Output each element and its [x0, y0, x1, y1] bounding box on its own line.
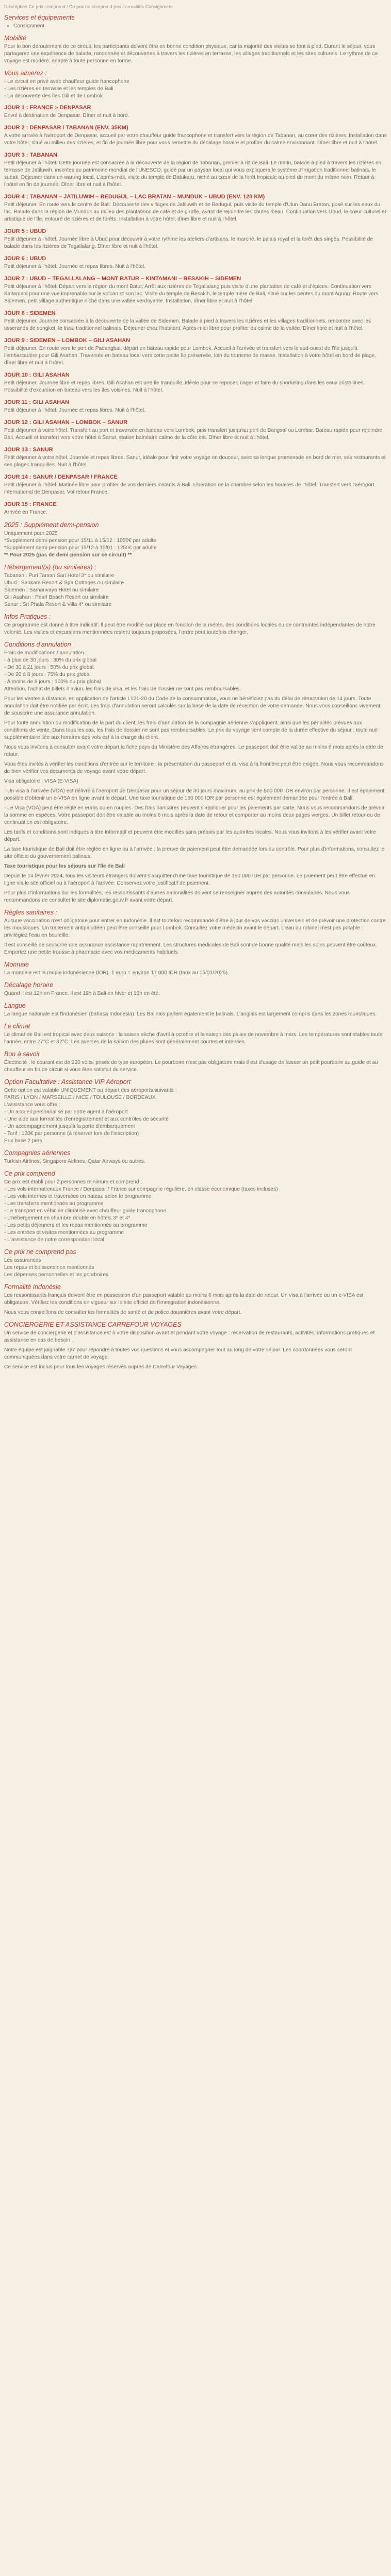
list-item: L'assistance vous offre : [4, 1102, 60, 1108]
breadcrumb-text[interactable]: Description Ce prix comprend / Ce prix ne comprend pas Formalités Consignment [4, 4, 173, 9]
list-item: • Consignment [13, 23, 387, 30]
formalites-text: Pour plus d'informations sur les formalités, les ressortissants d'autres nationalités doivent se renseigner auprès des autorités consulaires. Nous vous recommandons de consulter le site diplomatie.gouv.fr avant votre départ. [4, 890, 350, 903]
info-section [4, 613, 387, 636]
list-item: Prix base 2 pers [4, 1138, 42, 1144]
conciergerie-heading: CONCIERGERIE ET ASSISTANCE CARREFOUR VOYAGES [4, 1321, 182, 1328]
list-item: Uniquement pour 2025 [4, 531, 58, 536]
mobile-section [4, 34, 387, 65]
day-title: JOUR 7 : UBUD – TEGALLALANG – MONT BATUR – KINTAMANI – BESAKIH – SIDEMEN [4, 276, 241, 282]
langue-section [4, 1002, 387, 1018]
day-text: Petit déjeuner. Journée libre et repas libres. Gili Asahan est une île tranquille, idéale pour se reposer, nager et faire du snorkeling dans les eaux cristallines. Possibilité d'excursion en bateau vers les îles voisines. Nuit à l'hôtel. [4, 380, 365, 393]
list-item: - Les entrées et visites mentionnées au programme [4, 1230, 124, 1235]
comprend-heading: Ce prix comprend [4, 1170, 55, 1177]
formalites2-text: Les ressortissants français doivent être en possession d'un passeport valable au moins 6 mois après la date de retour. Un visa à l'arrivée ou un e-VISA est obligatoire. Vérifiez les conditions en vigueur sur le site officiel de l'immigration indonésienne. [4, 1293, 364, 1306]
list-item: - De 30 à 21 jours : 50% du prix global [4, 665, 94, 670]
bon-section [4, 1050, 387, 1074]
itinerary-day [4, 124, 387, 147]
day-title: JOUR 13 : SANUR [4, 447, 53, 453]
itinerary-day [4, 255, 387, 270]
itinerary-day [4, 419, 387, 442]
notcomprend-section [4, 1248, 387, 1279]
day-title: JOUR 6 : UBUD [4, 256, 46, 262]
dates-section [4, 521, 387, 559]
mobile-text: Pour le bon déroulement de ce circuit, les participants doivent être en bonne condition physique, car la majorité des visites se font à pied. Durant le séjour, vous partagerez une expérience de balade, randonnée et découvertes à travers les rizières en terrasse, les villages traditionnels et les sites culturels. Le rythme de ce voyage est modéré, adapté à toute personne en forme. [4, 44, 378, 64]
list-item: Ce prix est établi pour 2 personnes minimum et comprend : [4, 1179, 142, 1185]
list-item: - Un accueil personnalisé par notre agent à l'aéroport [4, 1109, 128, 1115]
compagnies-section [4, 1149, 387, 1165]
notcomprend-heading: Ce prix ne comprend pas [4, 1248, 76, 1256]
hotels-heading: Hébergement(s) (ou similaires) : [4, 564, 96, 571]
comprend-section [4, 1170, 387, 1244]
formalites2-heading: Formalité Indonésie [4, 1283, 61, 1291]
list-item: - Tarif : 120€ par personne (à réserver lors de l'inscription) [4, 1131, 139, 1137]
itinerary-day [4, 275, 387, 305]
day-title: JOUR 9 : SIDEMEN – LOMBOK – GILI ASAHAN [4, 337, 131, 344]
conditions-section [4, 640, 387, 904]
list-item: - à plus de 30 jours : 30% du prix global [4, 657, 96, 663]
list-item: Tabanan : Puri Taman Sari Hotel 3* ou similaire [4, 573, 115, 579]
conditions-text: Vous êtes invités à vérifier les conditions d'entrée sur le territoire ; la présentation du passeport et du visa à la frontière peut être exigée. Nous vous recommandons de bien vérifier vos documents de voyage avant votre départ. [4, 761, 384, 774]
formalites2-section [4, 1283, 387, 1316]
conciergerie-section [4, 1320, 387, 1371]
day-text: Petit déjeuner à l'hôtel. Cette journée est consacrée à la découverte de la région de Tabanan, grenier à riz de Bali. Le matin, balade à pied à travers les rizières en terrasse de Jatiluwih, inscrites au patrimoine mondial de l'UNESCO, guidé par un paysan local qui vous expliquera le système d'irrigation traditionnel balinais, le subak. Déjeuner dans un warung local. L'après-midi, visite du temple de Batukaru, niché au cœur de la forêt tropicale au pied du mont du même nom. Retour à l'hôtel en fin de journée. Dîner libre et nuit à l'hôtel. [4, 160, 382, 188]
visa-line: Visa obligatoire : VISA (E-VISA) [4, 778, 78, 784]
day-title: JOUR 12 : GILI ASAHAN – LOMBOK – SANUR [4, 419, 128, 426]
list-item: - Les petits déjeuners et les repas mentionnés au programme [4, 1223, 148, 1228]
climat-text: Le climat de Bali est tropical avec deux saisons : la saison sèche d'avril à octobre et la saison des pluies de novembre à mars. Les températures sont stables toute l'année, entre 27°C et 32°C. Les averses de la saison des pluies sont généralement courtes et intenses. [4, 1032, 383, 1045]
breadcrumb [4, 3, 387, 10]
list-item: Sanur : Sri Phala Resort & Villa 4* ou similaire [4, 602, 112, 607]
day-title: JOUR 1 : FRANCE » DENPASAR [4, 105, 91, 111]
itinerary-day [4, 151, 387, 189]
day-text: Petit déjeuner à l'hôtel. Matinée libre pour profiter de vos derniers instants à Bali. Libération de la chambre selon les horaires de l'hôtel. Transfert vers l'aéroport international de Denpasar. Vol retour France. [4, 482, 374, 495]
list-item: ** Pour 2025 (pas de demi-pension sur ce circuit) ** [4, 552, 132, 558]
list-item: - De 20 à 8 jours : 75% du prix global [4, 672, 91, 677]
itinerary-day [4, 501, 387, 516]
list-item: Les repas et boissons non mentionnés [4, 1265, 94, 1270]
conciergerie-text: Un service de conciergerie et d'assistance est à votre disposition avant et pendant votre voyage : réservation de restaurants, activités, informations pratiques et assistance en cas de besoin. [4, 1330, 375, 1343]
formalites-heading: Taxe touristique pour les séjours sur l'île de Bali [4, 863, 125, 869]
mobile-heading: Mobilité [4, 35, 27, 42]
day-title: JOUR 3 : TABANAN [4, 152, 58, 158]
itinerary-day [4, 193, 387, 223]
itinerary [4, 104, 387, 516]
itinerary-day [4, 446, 387, 469]
itinerary-day [4, 399, 387, 414]
decalage-heading: Décalage horaire [4, 981, 54, 989]
list-item: - Les vols internes et traversées en bateau selon le programme [4, 1194, 152, 1199]
visa-text: La taxe touristique de Bali doit être réglée en ligne ou à l'arrivée ; la preuve de paiement peut être demandée lors du contrôle. Pour plus d'informations, consultez le site officiel du gouvernement balinais. [4, 846, 385, 859]
day-text: Petit déjeuner à votre hôtel. Journée et repas libres. Sanur, idéale pour finir votre voyage en douceur, avec sa longue promenade en bord de mer, ses restaurants et ses plages tranquilles. Nuit à l'hôtel. [4, 455, 386, 468]
climat-heading: Le climat [4, 1023, 30, 1030]
itinerary-day [4, 228, 387, 250]
visa-text: - Le Visa (VOA) peut être réglé en euros ou en roupies. Des frais bancaires peuvent s'appliquer pour les paiements par carte. Nous vous recommandons de prévoir la somme en espèces. Votre passeport doit être valable au moins 6 mois après la date de retour et comporter au moins deux pages vierges. Un billet retour ou de continuation est obligatoire. [4, 805, 385, 825]
day-text: Petit déjeuner à l'hôtel. Journée libre à Ubud pour découvrir à votre rythme les ateliers d'artisans, le marché, le palais royal et la forêt des singes. Possibilité de balade dans les rizières de Tegallalang. Dîner libre et nuit à l'hôtel. [4, 236, 373, 249]
list-item: Cette option est valable UNIQUEMENT au départ des aéroports suivants : [4, 1088, 177, 1093]
list-item: PARIS / LYON / MARSEILLE / NICE / TOULOUSE / BORDEAUX [4, 1095, 156, 1100]
day-title: JOUR 2 : DENPASAR / TABANAN (ENV. 35KM) [4, 125, 128, 131]
visa-text: - Un visa à l'arrivée (VOA) est délivré à l'aéroport de Denpasar pour un séjour de 30 jours maximum, au prix de 500 000 IDR environ par personne. Il est également possible d'obtenir un e-VISA en ligne avant le départ. Une taxe touristique de 150 000 IDR par personne est également demandée pour l'entrée à Bali. [4, 788, 385, 801]
monnaie-section [4, 960, 387, 977]
day-title: JOUR 10 : GILI ASAHAN [4, 372, 70, 378]
conditions-heading: Conditions d'annulation [4, 641, 71, 648]
langue-heading: Langue [4, 1002, 26, 1009]
itinerary-day [4, 337, 387, 367]
option-heading: Option Facultative : Assistance VIP Aéroport [4, 1078, 131, 1086]
services-section [4, 13, 387, 30]
list-item: *Supplément demi-pension pour 15/11 à 15/12 : 1050€ par adulte [4, 538, 156, 544]
day-text: Petit déjeuner à l'hôtel. Journée et repas libres. Nuit à l'hôtel. [4, 408, 146, 413]
dates-heading: 2025 : Supplément demi-pension [4, 521, 99, 529]
services-list [4, 23, 387, 30]
option-section [4, 1078, 387, 1145]
hotels-section [4, 563, 387, 608]
list-item: - Un accompagnement jusqu'à la porte d'embarquement [4, 1124, 135, 1129]
day-text: Petit déjeuner. Journée consacrée à la découverte de la vallée de Sidemen. Balade à pied à travers les rizières et les villages traditionnels, rencontre avec les tisserands de songket, le tissu traditionnel balinais. Déjeuner chez l'habitant. Après-midi libre pour profiter du calme de la vallée. Dîner libre et nuit à l'hôtel. [4, 318, 371, 331]
day-text: Petit déjeuner. En route vers le centre de Bali. Découverte des villages de Jatiluwih et de Bedugul, puis visite du temple d'Ulun Danu Bratan, posé sur les eaux du lac. Balade dans la région de Munduk au milieu des plantations de café et de girofle, avant de rejoindre les chutes d'eau. Continuation vers Ubud, le cœur culturel et artistique de l'île, entouré de rizières et de forêts. Installation à votre hôtel, dîner libre et nuit à l'hôtel. [4, 202, 386, 222]
day-title: JOUR 14 : SANUR / DENPASAR / FRANCE [4, 474, 118, 480]
decalage-section [4, 981, 387, 997]
list-item: - L'hébergement en chambre double en hôtels 3* et 4* [4, 1215, 131, 1221]
langue-text: La langue nationale est l'indonésien (bahasa Indonesia). Les Balinais parlent également le balinais. L'anglais est largement compris dans les zones touristiques. [4, 1011, 377, 1017]
info-text: Ce programme est donné à titre indicatif. Il peut être modifié sur place en fonction de la météo, des conditions locales ou de contraintes indépendantes de notre volonté. Les visites et excursions mentionnées restent toujours proposées, l'ordre peut toutefois changer. [4, 622, 376, 635]
day-text: Petit déjeuner. En route vers le port de Padangbai, départ en bateau rapide pour Lombok. Accueil à l'arrivée et transfert vers le sud-ouest de l'île jusqu'à l'embarcadère pour Gili Asahan. Traversée en bateau local vers cette petite île préservée, loin du tourisme de masse. Installation à votre hôtel en bord de plage, dîner libre et nuit à l'hôtel. [4, 346, 377, 366]
sanitaires-section [4, 908, 387, 956]
decalage-text: Quand il est 12h en France, il est 19h à Bali en hiver et 18h en été. [4, 991, 160, 996]
formalites-text: Depuis le 14 février 2024, tous les visiteurs étrangers doivent s'acquitter d'une taxe touristique de 150 000 IDR par personne. Le paiement peut être effectué en ligne via le site officiel ou à l'aéroport à l'arrivée. Conservez votre justificatif de paiement. [4, 873, 375, 886]
list-item: Ubud : Sankara Resort & Spa Cottages ou similaire [4, 580, 124, 586]
day-text: Petit déjeuner à votre hôtel. Transfert au port et traversée en bateau vers Lombok, puis transfert jusqu'au port de Bangsal ou Lembar. Bateau rapide pour rejoindre Bali. Accueil et transfert vers votre hôtel à Sanur, station balnéaire calme de la côte est. Dîner libre et nuit à l'hôtel. [4, 428, 383, 440]
conditions-text: Pour les ventes à distance, en application de l'article L121-20 du Code de la consommation, vous ne bénéficiez pas du délai de rétractation de 14 jours. Toute annulation doit être notifiée par écrit. Les frais d'annulation seront calculés sur la base de la date de réception de votre demande. Nous vous conseillons vivement de souscrire une assurance annulation. [4, 696, 381, 716]
list-item: - Le circuit en privé avec chauffeur guide francophone [4, 79, 129, 84]
day-title: JOUR 4 : TABANAN – JATILUWIH – BEDUGUL – LAC BRATAN – MUNDUK – UBUD (ENV. 120 KM) [4, 194, 265, 200]
conciergerie-text: Notre équipe est joignable 7j/7 pour répondre à toutes vos questions et vous accompagner tout au long de votre séjour. Les coordonnées vous seront communiquées dans votre carnet de voyage. [4, 1347, 352, 1360]
formalites2-text: Nous vous conseillons de consulter les formalités de santé et de police douanières avant votre départ. [4, 1310, 242, 1315]
compagnies-heading: Compagnies aériennes [4, 1149, 71, 1157]
list-item: - Une aide aux formalités d'enregistrement et aux contrôles de sécurité [4, 1116, 169, 1122]
services-heading: Services et équipements [4, 14, 75, 21]
sanitaires-heading: Règles sanitaires : [4, 909, 57, 916]
itinerary-day [4, 371, 387, 394]
compagnies-text: Turkish Airlines, Singapore Airlines, Qatar Airways ou autres. [4, 1159, 145, 1164]
sanitaires-text: Il est conseillé de souscrire une assurance assistance rapatriement. Les structures médicales de Bali sont de bonne qualité mais les soins peuvent être coûteux. Emportez une petite trousse à pharmacie avec vos médicaments habituels. [4, 942, 378, 955]
day-text: Petit déjeuner à l'hôtel. Départ vers la région du mont Batur. Arrêt aux rizières de Tegallalang puis visite d'une plantation de café et d'épices. Continuation vers Kintamani pour une vue imprenable sur le volcan et son lac. Visite du temple de Besakih, le temple mère de Bali, situé sur les pentes du mont Agung. Route vers Sidemen, petit village authentique niché dans une vallée verdoyante. Installation, dîner libre et nuit à l'hôtel. [4, 284, 379, 304]
list-item: Gili Asahan : Pearl Beach Resort ou similaire [4, 595, 109, 600]
climat-section [4, 1022, 387, 1046]
vous-heading: Vous aimerez : [4, 70, 47, 77]
itinerary-day [4, 104, 387, 120]
day-text: Petit déjeuner à l'hôtel. Journée et repas libres. Nuit à l'hôtel. [4, 264, 146, 269]
vous-section [4, 69, 387, 100]
list-item: - La découverte des îles Gili et de Lombok [4, 93, 103, 99]
list-item: Attention, l'achat de billets d'avion, les frais de visa, et les frais de dossier ne sont pas remboursables. [4, 686, 241, 692]
list-item: Les assurances [4, 1258, 41, 1263]
list-item: *Supplément demi-pension pour 15/12 à 15/01 : 1250€ par adulte [4, 545, 157, 551]
visa-text: Les tarifs et conditions sont indiqués à titre informatif et peuvent être modifiés sans préavis par les autorités locales. Nous vous invitons à les vérifier avant votre départ. [4, 829, 376, 842]
list-item: Les dépenses personnelles et les pourboires [4, 1272, 109, 1278]
list-item: - Les rizières en terrasse et les temples de Bali [4, 86, 113, 92]
list-item: - A moins de 8 jours : 100% du prix global [4, 679, 101, 685]
day-text: A votre arrivée à l'aéroport de Denpasar, accueil par votre chauffeur guide francophone et transfert vers la région de Tabanan, au cœur des rizières. Installation dans votre hôtel, situé au milieu des rizières, et fin de journée libre pour vous remettre du décalage horaire et profiter du calme environnant. Dîner libre et nuit à l'hôtel. [4, 133, 387, 146]
list-item: - Les vols internationaux France / Denpasar / France sur compagnie régulière, en classe économique (taxes incluses) [4, 1187, 278, 1192]
day-title: JOUR 5 : UBUD [4, 228, 46, 234]
itinerary-day [4, 310, 387, 332]
conciergerie-text: Ce service est inclus pour tous les voyages réservés auprès de Carrefour Voyages. [4, 1364, 198, 1370]
sanitaires-text: Aucune vaccination n'est obligatoire pour entrer en Indonésie. Il est toutefois recommandé d'être à jour de vos vaccins universels et de prévoir une protection contre les moustiques. Un traitement antipaludéen peut être conseillé pour Lombok. Consultez votre médecin avant le départ. L'eau du robinet n'est pas potable : privilégiez l'eau en bouteille. [4, 918, 386, 938]
day-title: JOUR 11 : GILI ASAHAN [4, 399, 70, 405]
monnaie-heading: Monnaie [4, 961, 29, 968]
day-title: JOUR 8 : SIDEMEN [4, 310, 56, 316]
list-item: - Le transport en véhicule climatisé avec chauffeur guide francophone [4, 1208, 167, 1214]
bon-text: Électricité : le courant est de 220 volts, prises de type européen. Le pourboire n'est pas obligatoire mais il est d'usage de laisser un petit pourboire au guide et au chauffeur en fin de circuit si vous êtes satisfait du service. [4, 1060, 378, 1073]
info-heading: Infos Pratiques : [4, 613, 51, 620]
list-item: Sidemen : Samanvaya Hotel ou similaire [4, 587, 99, 593]
conditions-text: Pour toute annulation ou modification de la part du client, les frais d'annulation de la compagnie aérienne s'appliquent, ainsi que les pénalités prévues aux conditions de vente. Dans tous les cas, les frais de dossier ne sont pas remboursables. Le prix du voyage tient compte de la durée effective du séjour ; toute nuit supplémentaire liée aux horaires des vols est à la charge du client. [4, 720, 378, 740]
monnaie-text: La monnaie est la roupie indonésienne (IDR). 1 euro = environ 17 000 IDR (taux au 15/01/2025). [4, 970, 229, 976]
list-item: - Les transferts mentionnés au programme [4, 1201, 104, 1207]
day-text: Envol à destination de Denpasar. Dîner et nuit à bord. [4, 113, 129, 118]
itinerary-day [4, 473, 387, 496]
bon-heading: Bon à savoir [4, 1050, 40, 1058]
day-title: JOUR 15 : FRANCE [4, 501, 57, 507]
day-text: Arrivée en France. [4, 510, 47, 515]
list-item: - L'assistance de notre correspondant local [4, 1237, 104, 1243]
list-item: Frais de modifications / annulation : [4, 650, 87, 656]
conditions-text: Nous vous invitons à consulter avant votre départ la fiche pays du Ministère des Affaires étrangères. Le passeport doit être valide au moins 6 mois après la date de retour. [4, 744, 383, 757]
